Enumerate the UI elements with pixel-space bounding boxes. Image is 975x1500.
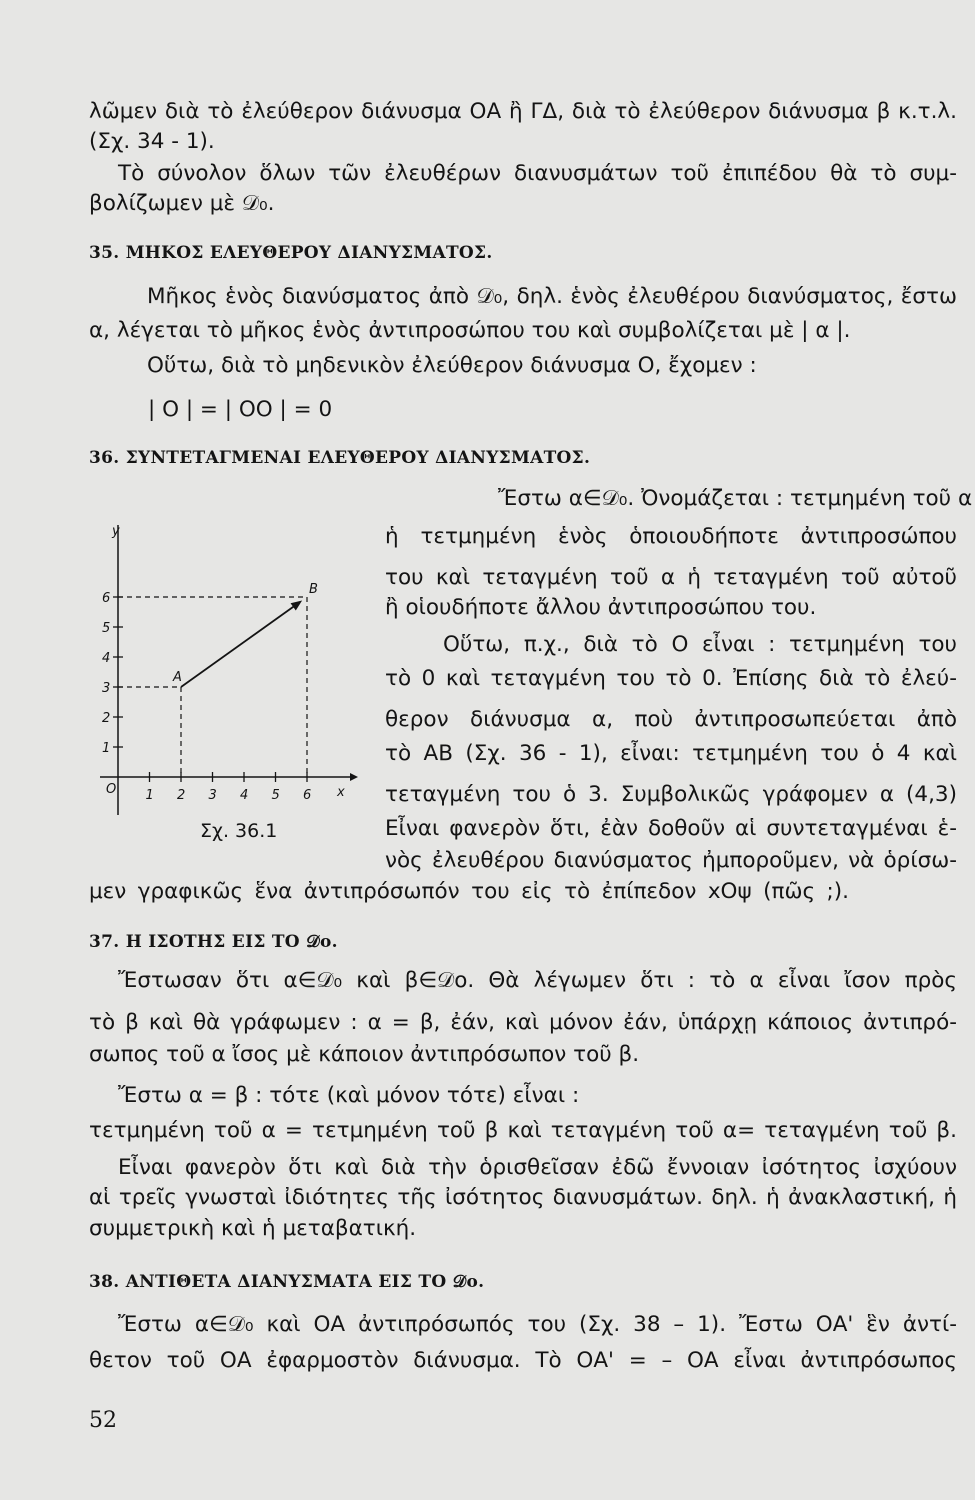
x-tick-label: 4 — [240, 788, 249, 803]
vector-ab — [181, 605, 296, 687]
page-number: 52 — [89, 1408, 117, 1433]
x-axis-label: x — [337, 785, 345, 800]
y-tick-label: 5 — [102, 621, 111, 636]
x-axis-arrow — [350, 773, 358, 781]
text-line: (Σχ. 34 - 1). — [89, 129, 215, 154]
x-tick-label: 3 — [208, 788, 217, 803]
text-line: Ἔστωσαν ὅτι α∈𝒟₀ καὶ β∈𝒟ο. Θὰ λέγωμεν ὅτι : τὸ α εἶναι ἴσον πρὸς — [118, 968, 957, 993]
y-tick-label: 4 — [102, 651, 111, 666]
text-line: συμμετρικὴ καὶ ἡ μεταβατική. — [89, 1216, 417, 1241]
text-line: αἱ τρεῖς γνωσταὶ ἰδιότητες τῆς ἰσότητος διανυσμάτων. δηλ. ἡ ἀνακλαστική, ἡ — [89, 1185, 957, 1210]
figure-caption: Σχ. 36.1 — [200, 820, 278, 842]
text-line: τετμημένη τοῦ α = τετμημένη τοῦ β καὶ τεταγμένη τοῦ α= τεταγμένη τοῦ β. — [89, 1118, 957, 1143]
origin-label: O — [106, 782, 117, 797]
text-line: τεταγμένη του ὁ 3. Συμβολικῶς γράφομεν α (4,3) — [385, 782, 957, 807]
text-line: Εἶναι φανερὸν ὅτι, ἐὰν δοθοῦν αἱ συντεταγμέναι ἑ- — [385, 816, 957, 841]
text-line: Τὸ σύνολον ὅλων τῶν ἐλευθέρων διανυσμάτων τοῦ ἐπιπέδου θὰ τὸ συμ- — [118, 161, 957, 186]
vector-arrowhead — [291, 600, 303, 610]
text-line: νὸς ἐλευθέρου διανύσματος ἠμποροῦμεν, νὰ ὁρίσω- — [385, 848, 957, 873]
x-tick-label: 6 — [303, 788, 312, 803]
text-line: Μῆκος ἑνὸς διανύσματος ἀπὸ 𝒟₀, δηλ. ἑνὸς ἐλευθέρου διανύσματος, ἔστω — [147, 284, 957, 309]
text-line: α, λέγεται τὸ μῆκος ἑνὸς ἀντιπροσώπου του καὶ συμβολίζεται μὲ | α |. — [89, 318, 851, 343]
text-line: Οὕτω, π.χ., διὰ τὸ Ο εἶναι : τετμημένη του — [443, 632, 957, 657]
text-line: Ἔστω α∈𝒟₀ καὶ ΟΑ ἀντιπρόσωπός του (Σχ. 38 – 1). Ἔστω ΟΑ' ἓν ἀντί- — [118, 1312, 957, 1337]
text-line: ἡ τετμημένη ἑνὸς ὁποιουδήποτε ἀντιπροσώπου — [385, 524, 957, 549]
point-b-label: B — [309, 582, 318, 597]
text-line: σωπος τοῦ α ἴσος μὲ κάποιον ἀντιπρόσωπον τοῦ β. — [89, 1042, 640, 1067]
y-tick-label: 1 — [102, 741, 111, 756]
x-tick-label: 1 — [145, 788, 154, 803]
text-line: μεν γραφικῶς ἕνα ἀντιπρόσωπόν του εἰς τὸ ἐπίπεδον xOψ (πῶς ;). — [89, 879, 849, 904]
text-line: Οὕτω, διὰ τὸ μηδενικὸν ἐλεύθερον διάνυσμα Ο, ἔχομεν : — [147, 353, 757, 378]
section-heading-38: 38. ΑΝΤΙΘΕΤΑ ΔΙΑΝΥΣΜΑΤΑ ΕΙΣ ΤΟ 𝒟ο. — [89, 1272, 485, 1292]
y-axis-label: y — [112, 524, 120, 539]
text-line: λῶμεν διὰ τὸ ἐλεύθερον διάνυσμα ΟΑ ἢ ΓΔ, διὰ τὸ ἐλεύθερον διάνυσμα β κ.τ.λ. — [89, 99, 957, 124]
text-line: θετον τοῦ ΟΑ ἐφαρμοστὸν διάνυσμα. Τὸ ΟΑ' = – ΟΑ εἶναι ἀντιπρόσωπος — [89, 1348, 957, 1373]
y-tick-label: 2 — [102, 711, 111, 726]
section-heading-37: 37. Η ΙΣΟΤΗΣ ΕΙΣ ΤΟ 𝒟ο. — [89, 932, 338, 952]
coordinate-figure — [92, 515, 362, 820]
text-line: ἢ οἱουδήποτε ἄλλου ἀντιπροσώπου του. — [385, 595, 817, 620]
text-line: Ἔστω α = β : τότε (καὶ μόνον τότε) εἶναι : — [118, 1083, 580, 1108]
text-line: Ἔστω α∈𝒟₀. Ὀνομάζεται : τετμημένη τοῦ α — [498, 486, 973, 511]
x-tick-label: 5 — [271, 788, 280, 803]
text-line: βολίζωμεν μὲ 𝒟₀. — [89, 191, 275, 216]
text-line: τὸ β καὶ θὰ γράφωμεν : α = β, ἐάν, καὶ μόνον ἐάν, ὑπάρχῃ κάποιος ἀντιπρό- — [89, 1010, 957, 1035]
text-line: του καὶ τεταγμένη τοῦ α ἡ τεταγμένη τοῦ αὐτοῦ — [385, 565, 957, 590]
y-tick-label: 6 — [102, 591, 111, 606]
text-line: τὸ ΑΒ (Σχ. 36 - 1), εἶναι: τετμημένη του ὁ 4 καὶ — [385, 741, 957, 766]
y-tick-label: 3 — [102, 681, 111, 696]
text-line: τὸ 0 καὶ τεταγμένη του τὸ 0. Ἐπίσης διὰ τὸ ἐλεύ- — [385, 666, 957, 691]
text-line: Εἶναι φανερὸν ὅτι καὶ διὰ τὴν ὁρισθεῖσαν ἐδῶ ἔννοιαν ἰσότητος ἰσχύουν — [118, 1155, 957, 1180]
section-heading-35: 35. ΜΗΚΟΣ ΕΛΕΥΘΕΡΟΥ ΔΙΑΝΥΣΜΑΤΟΣ. — [89, 243, 493, 263]
equation: | Ο | = | ΟΟ | = 0 — [148, 397, 333, 422]
section-heading-36: 36. ΣΥΝΤΕΤΑΓΜΕΝΑΙ ΕΛΕΥΘΕΡΟΥ ΔΙΑΝΥΣΜΑΤΟΣ. — [89, 448, 591, 468]
text-line: θερον διάνυσμα α, ποὺ ἀντιπροσωπεύεται ἀπὸ — [385, 707, 957, 732]
x-tick-label: 2 — [177, 788, 186, 803]
point-a-label: A — [173, 670, 182, 685]
